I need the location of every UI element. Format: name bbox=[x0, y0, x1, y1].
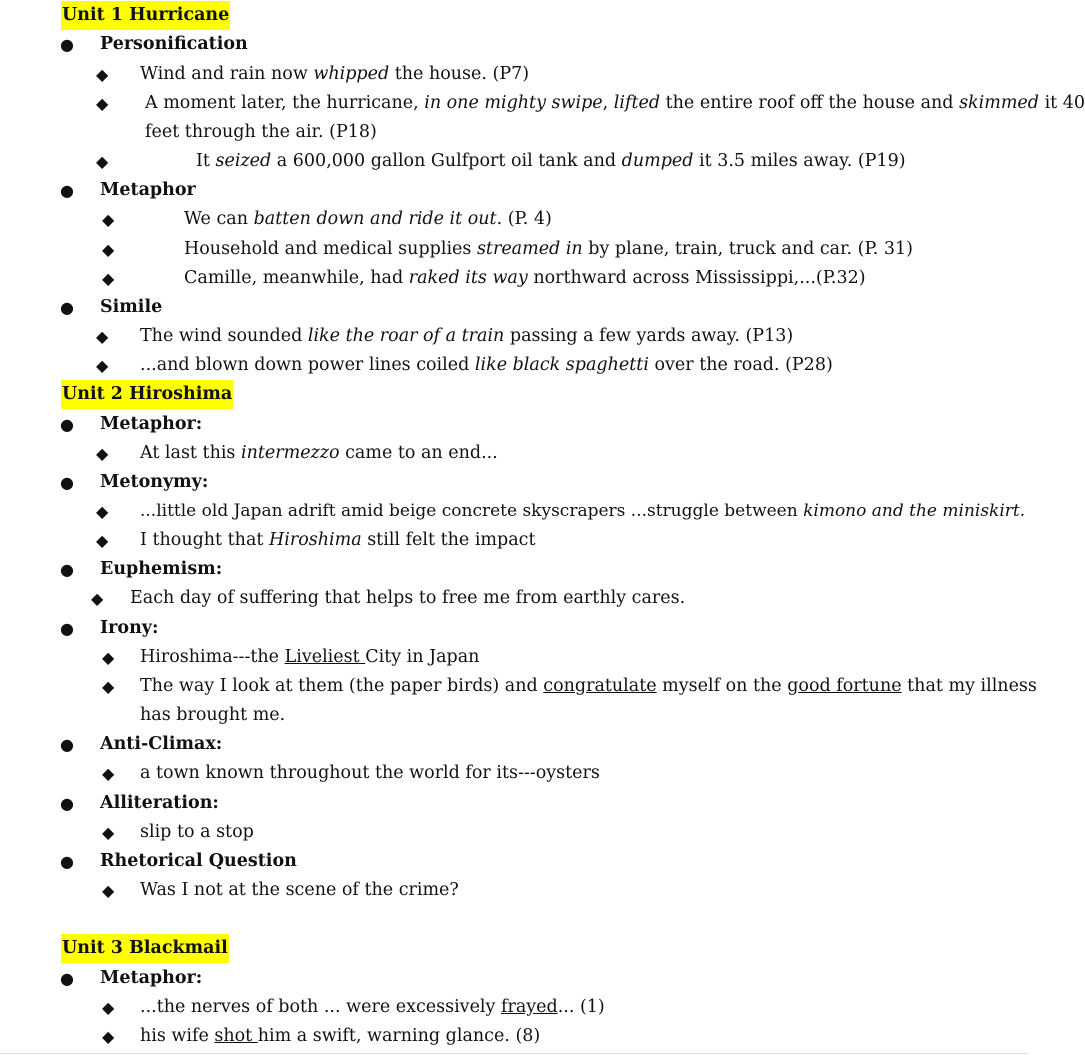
category-row bbox=[0, 30, 1029, 59]
category-row bbox=[0, 964, 1029, 993]
example-row bbox=[0, 60, 1029, 89]
example-row bbox=[0, 526, 1029, 555]
category-simile: Simile bbox=[100, 297, 163, 317]
diamond-bullet-icon: ◆ bbox=[102, 998, 115, 1017]
example-text: I thought that Hiroshima still felt the impact bbox=[140, 530, 536, 550]
diamond-bullet-icon: ◆ bbox=[102, 823, 115, 842]
example-row bbox=[0, 147, 1029, 176]
bullet-icon: ● bbox=[60, 298, 74, 317]
diamond-bullet-icon: ◆ bbox=[102, 210, 115, 229]
example-row bbox=[0, 205, 1029, 234]
diamond-bullet-icon: ◆ bbox=[102, 677, 115, 696]
category-row bbox=[0, 789, 1029, 818]
category-alliteration: Alliteration: bbox=[100, 793, 219, 813]
example-text: has brought me. bbox=[140, 705, 286, 725]
unit-1-title: Unit 1 Hurricane bbox=[61, 1, 230, 30]
example-row bbox=[0, 264, 1029, 293]
category-metaphor: Metaphor: bbox=[100, 968, 203, 988]
category-anti-climax: Anti-Climax: bbox=[100, 734, 223, 754]
example-text: Was I not at the scene of the crime? bbox=[140, 880, 459, 900]
example-row bbox=[0, 1022, 1029, 1051]
unit-heading-row bbox=[0, 380, 1029, 409]
example-row bbox=[0, 89, 1085, 118]
diamond-bullet-icon: ◆ bbox=[96, 327, 109, 346]
example-row bbox=[0, 759, 1029, 788]
example-text: A moment later, the hurricane, in one mighty swipe, lifted the entire roof off the house and skimmed it 40 bbox=[145, 93, 1085, 113]
bullet-icon: ● bbox=[60, 473, 74, 492]
diamond-bullet-icon: ◆ bbox=[102, 764, 115, 783]
example-text: a town known throughout the world for its---oysters bbox=[140, 763, 600, 783]
bullet-icon: ● bbox=[60, 735, 74, 754]
bullet-icon: ● bbox=[60, 181, 74, 200]
example-text: ...the nerves of both ... were excessively frayed... (1) bbox=[140, 997, 605, 1017]
bullet-icon: ● bbox=[60, 969, 74, 988]
diamond-bullet-icon: ◆ bbox=[96, 502, 109, 521]
example-row bbox=[0, 672, 1037, 701]
diamond-bullet-icon: ◆ bbox=[102, 269, 115, 288]
diamond-bullet-icon: ◆ bbox=[102, 881, 115, 900]
diamond-bullet-icon: ◆ bbox=[102, 240, 115, 259]
category-metaphor: Metaphor: bbox=[100, 414, 203, 434]
example-text: Hiroshima---the Liveliest City in Japan bbox=[140, 647, 480, 667]
page-edge-divider bbox=[0, 1053, 1029, 1054]
example-row bbox=[0, 643, 1029, 672]
example-text: his wife shot him a swift, warning glance. (8) bbox=[140, 1026, 541, 1046]
example-text: At last this intermezzo came to an end... bbox=[140, 443, 498, 463]
category-row bbox=[0, 847, 1029, 876]
example-text: feet through the air. (P18) bbox=[145, 122, 377, 142]
example-continuation bbox=[0, 118, 1029, 147]
example-row bbox=[0, 235, 1029, 264]
category-irony: Irony: bbox=[100, 618, 159, 638]
diamond-bullet-icon: ◆ bbox=[96, 444, 109, 463]
unit-heading-row bbox=[0, 1, 1029, 30]
category-row bbox=[0, 555, 1029, 584]
category-personification: Personification bbox=[100, 34, 248, 54]
example-row bbox=[0, 584, 1029, 613]
example-row bbox=[0, 876, 1029, 905]
example-text: Each day of suffering that helps to free me from earthly cares. bbox=[130, 588, 686, 608]
example-text: ...and blown down power lines coiled like black spaghetti over the road. (P28) bbox=[140, 355, 833, 375]
example-row bbox=[0, 439, 1029, 468]
example-text: Household and medical supplies streamed in by plane, train, truck and car. (P. 31) bbox=[184, 239, 913, 259]
category-metaphor: Metaphor bbox=[100, 180, 196, 200]
example-row bbox=[0, 322, 1029, 351]
unit-2-title: Unit 2 Hiroshima bbox=[61, 380, 233, 409]
example-continuation bbox=[0, 701, 1029, 730]
category-metonymy: Metonymy: bbox=[100, 472, 209, 492]
bullet-icon: ● bbox=[60, 560, 74, 579]
category-row bbox=[0, 614, 1029, 643]
unit-3-title: Unit 3 Blackmail bbox=[61, 934, 229, 963]
category-row bbox=[0, 176, 1029, 205]
bullet-icon: ● bbox=[60, 619, 74, 638]
category-rhetorical-question: Rhetorical Question bbox=[100, 851, 297, 871]
category-row bbox=[0, 468, 1029, 497]
example-text: The wind sounded like the roar of a train passing a few yards away. (P13) bbox=[140, 326, 794, 346]
diamond-bullet-icon: ◆ bbox=[96, 531, 109, 550]
bullet-icon: ● bbox=[60, 794, 74, 813]
bullet-icon: ● bbox=[60, 35, 74, 54]
category-row bbox=[0, 293, 1029, 322]
example-text: The way I look at them (the paper birds) and congratulate myself on the good fortune that my illness bbox=[140, 676, 1037, 696]
diamond-bullet-icon: ◆ bbox=[102, 648, 115, 667]
diamond-bullet-icon: ◆ bbox=[96, 152, 109, 171]
example-row bbox=[0, 497, 1029, 526]
diamond-bullet-icon: ◆ bbox=[96, 94, 109, 113]
diamond-bullet-icon: ◆ bbox=[96, 65, 109, 84]
example-text: Camille, meanwhile, had raked its way northward across Mississippi,...(P.32) bbox=[184, 268, 866, 288]
example-row bbox=[0, 351, 1029, 380]
diamond-bullet-icon: ◆ bbox=[102, 1027, 115, 1046]
category-row bbox=[0, 410, 1029, 439]
unit-heading-row bbox=[0, 934, 1029, 963]
diamond-bullet-icon: ◆ bbox=[91, 589, 104, 608]
bullet-icon: ● bbox=[60, 415, 74, 434]
example-row bbox=[0, 818, 1029, 847]
category-euphemism: Euphemism: bbox=[100, 559, 223, 579]
category-row bbox=[0, 730, 1029, 759]
example-text: We can batten down and ride it out. (P. 4) bbox=[184, 209, 552, 229]
diamond-bullet-icon: ◆ bbox=[96, 356, 109, 375]
example-text: Wind and rain now whipped the house. (P7) bbox=[140, 64, 530, 84]
example-text: It seized a 600,000 gallon Gulfport oil tank and dumped it 3.5 miles away. (P19) bbox=[196, 151, 906, 171]
example-text: slip to a stop bbox=[140, 822, 254, 842]
example-text: ...little old Japan adrift amid beige concrete skyscrapers ...struggle between kimono and the miniskirt. bbox=[140, 501, 1026, 521]
example-row bbox=[0, 993, 1029, 1022]
bullet-icon: ● bbox=[60, 852, 74, 871]
